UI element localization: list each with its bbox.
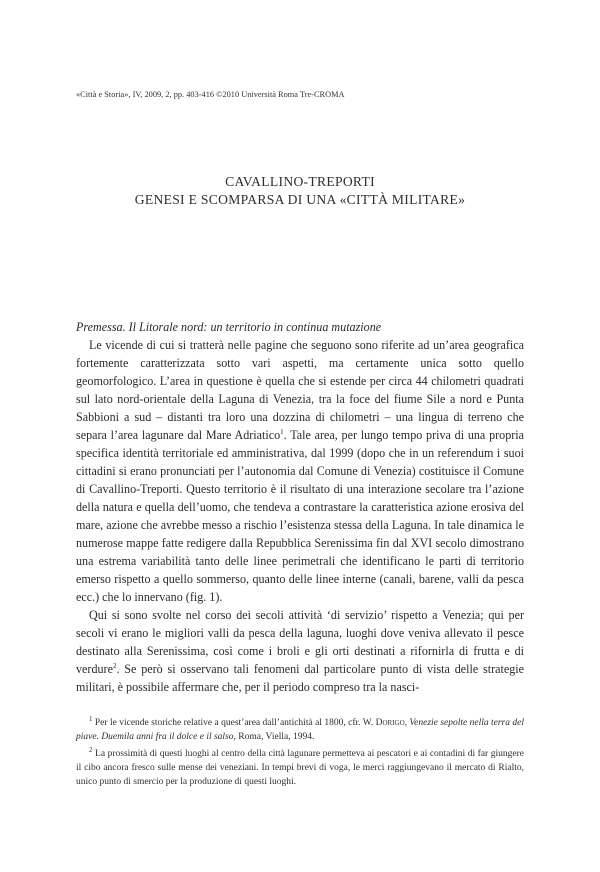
footnotes	[76, 716, 524, 791]
footnote-ref-1[interactable]: 1	[280, 427, 284, 436]
footnote-2-text: La prossimità di questi luoghi al centro della città lagunare permetteva ai pescatori e ai contadini di far giungere il cibo ancora fresco sulle mense dei veneziani. In tempi brevi di voga, le merci raggiungevano il mercato di Rialto, unico punto di smercio per la produzione di questi luoghi.	[76, 748, 524, 788]
title-line-2: GENESI E SCOMPARSA DI UNA «CITTÀ MILITARE»	[134, 192, 466, 207]
body-text	[76, 318, 524, 696]
title-line-1: CAVALLINO-TREPORTI	[225, 174, 375, 189]
footnote-2-number: 2	[89, 745, 93, 754]
footnote-2	[76, 747, 524, 790]
footnote-1-publisher: , Roma, Viella, 1994.	[233, 732, 315, 743]
footnote-1-number: 1	[89, 714, 93, 723]
article-title	[0, 173, 600, 209]
paragraph-1	[76, 336, 524, 606]
footnote-1-author: Dorigo	[375, 718, 405, 728]
paragraph-1-text-b: . Tale area, per lungo tempo priva di una propria specifica identità territoriale ed amministrativa, dal 1999 (dopo che in un referendum i suoi cittadini si erano pronunciati per l’autonomia dal Comune di Venezia) costituisce il Comune di Cavallino-Treporti. Questo territorio è il risultato di una interazione secolare tra l’azione della natura e quella dell’uomo, che tendeva a contrastare la caratteristica azione erosiva del mare, azione che avrebbe messo a rischio l’esistenza stessa della Laguna. In tale dinamica le numerose mappe fatte redigere dalla Repubblica Serenissima fin dal XVI secolo dimostrano una estrema variabilità tanto delle linee perimetrali che identificano le parti di territorio emerso rispetto a quello sommerso, quanto delle linee interne (canali, barene, valli da pesca ecc.) che lo innervano (fig. 1).	[76, 428, 524, 604]
paragraph-2-text-a: Qui si sono svolte nel corso dei secoli attività ‘di servizio’ rispetto a Venezia; qui per secoli vi erano le migliori valli da pesca della laguna, luoghi dove veniva allevato il pesce destinato alla Serenissima, così come i broli e gli orti destinati a rifornirla di frutta e di verdure	[76, 608, 524, 676]
footnote-1-book-title: Venezie sepolte nella terra del piave. Duemila anni fra il dolce e il salso	[76, 718, 524, 743]
footnote-1	[76, 716, 524, 745]
paragraph-2-text-b: . Se però si osservano tali fenomeni dal particolare punto di vista delle strategie militari, è possibile affermare che, per il periodo compreso tra la nasci-	[76, 662, 524, 694]
running-head: «Città e Storia», IV, 2009, 2, pp. 403-416 ©2010 Università Roma Tre-CROMA	[76, 90, 345, 99]
footnote-1-sep: ,	[404, 718, 410, 728]
footnote-ref-2[interactable]: 2	[112, 661, 117, 670]
paragraph-1-text-a: Le vicende di cui si tratterà nelle pagine che seguono sono riferite ad un’area geografica fortemente caratterizzata sotto vari aspetti, ma certamente unica sotto quello geomorfologico. L’area in questione è quella che si estende per circa 44 chilometri quadrati sul lato nord-orientale della Laguna di Venezia, tra la foce del fiume Sile a nord e Punta Sabbioni a sud – distanti tra loro una dozzina di chilometri – una lingua di terreno che separa l’area lagunare dal Mare Adriatico	[76, 338, 524, 442]
paragraph-2	[76, 606, 524, 696]
section-heading: Premessa. Il Litorale nord: un territorio in continua mutazione	[76, 320, 382, 334]
footnote-1-text: Per le vicende storiche relative a quest’area dall’antichità al 1800, cfr. W.	[92, 718, 376, 728]
